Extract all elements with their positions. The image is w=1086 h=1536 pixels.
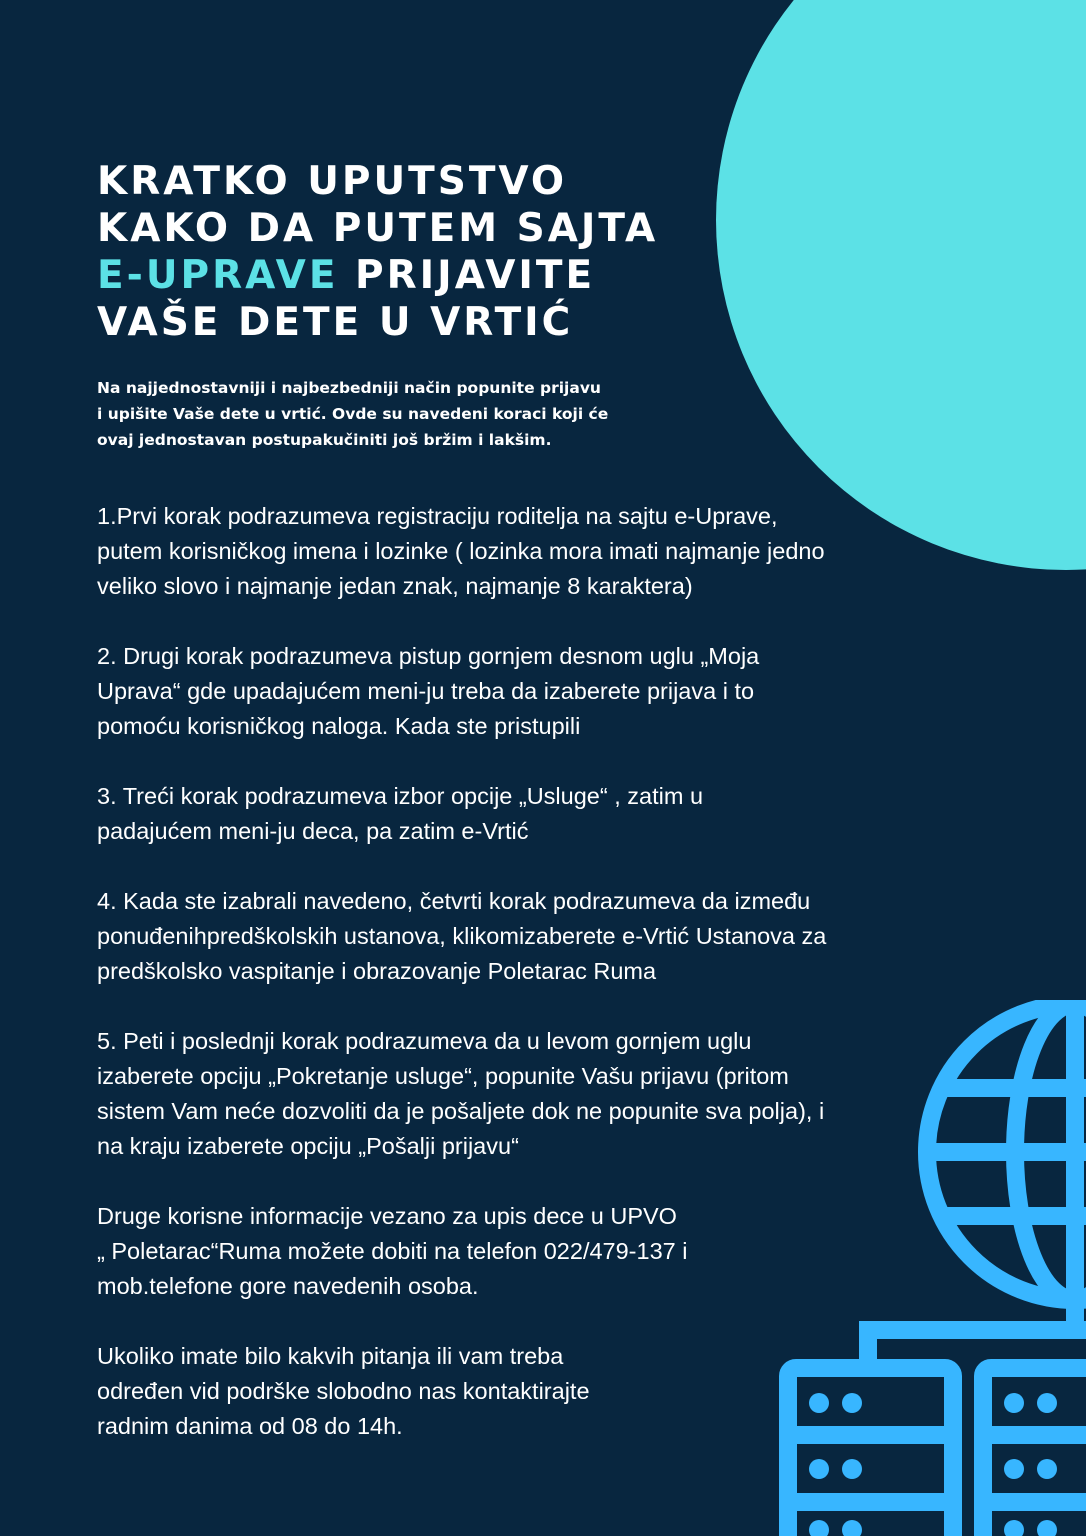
title-line-3-rest: PRIJAVITE bbox=[338, 253, 596, 298]
title-line-3 bbox=[97, 252, 717, 299]
step-line: 4. Kada ste izabrali navedeno, četvrti korak podrazumeva da između bbox=[97, 888, 811, 914]
title-accent: E-UPRAVE bbox=[97, 253, 339, 298]
step-line: veliko slovo i najmanje jedan znak, najmanje 8 karaktera) bbox=[97, 573, 693, 599]
step-1 bbox=[97, 499, 907, 604]
step-2 bbox=[97, 639, 907, 744]
step-line: 2. Drugi korak podrazumeva pistup gornjem desnom uglu „Moja bbox=[97, 643, 760, 669]
step-line: na kraju izaberete opciju „Pošalji prijavu“ bbox=[97, 1133, 519, 1159]
step-line: predškolsko vaspitanje i obrazovanje Poletarac Ruma bbox=[97, 958, 657, 984]
info-line: mob.telefone gore navedenih osoba. bbox=[97, 1273, 479, 1299]
step-4 bbox=[97, 884, 907, 989]
support-line: Ukoliko imate bilo kakvih pitanja ili vam treba bbox=[97, 1343, 564, 1369]
step-3 bbox=[97, 779, 907, 849]
step-line: izaberete opciju „Pokretanje usluge“, popunite Vašu prijavu (pritom bbox=[97, 1063, 789, 1089]
step-line: putem korisničkog imena i lozinke ( lozinka mora imati najmanje jedno bbox=[97, 538, 825, 564]
intro-line: ovaj jednostavan postupakučiniti još bržim i lakšim. bbox=[97, 431, 552, 449]
intro-line: i upišite Vaše dete u vrtić. Ovde su navedeni koraci koji će bbox=[97, 405, 609, 423]
info-line: „ Poletarac“Ruma možete dobiti na telefon 022/479-137 i bbox=[97, 1238, 688, 1264]
intro-line: Na najjednostavniji i najbezbedniji način popunite prijavu bbox=[97, 379, 601, 397]
step-line: Uprava“ gde upadajućem meni-ju treba da izaberete prijava i to bbox=[97, 678, 755, 704]
info-line: Druge korisne informacije vezano za upis dece u UPVO bbox=[97, 1203, 677, 1229]
support-line: određen vid podrške slobodno nas kontaktirajte bbox=[97, 1378, 590, 1404]
title-line-1: KRATKO UPUTSTVO bbox=[97, 159, 568, 204]
title-line-2: KAKO DA PUTEM SAJTA bbox=[97, 206, 659, 251]
step-line: 5. Peti i poslednji korak podrazumeva da u levom gornjem uglu bbox=[97, 1028, 752, 1054]
decorative-circle bbox=[716, 0, 1086, 570]
globe-network-icon bbox=[770, 1000, 1086, 1536]
step-line: sistem Vam neće dozvoliti da je pošaljete dok ne popunite sva polja), i bbox=[97, 1098, 825, 1124]
page-title bbox=[97, 158, 717, 346]
intro-text bbox=[97, 375, 677, 453]
step-line: 3. Treći korak podrazumeva izbor opcije „Usluge“ , zatim u bbox=[97, 783, 704, 809]
step-line: ponuđenihpredškolskih ustanova, klikomizaberete e-Vrtić Ustanova za bbox=[97, 923, 827, 949]
title-line-4: VAŠE DETE U VRTIĆ bbox=[97, 300, 574, 345]
step-line: 1.Prvi korak podrazumeva registraciju roditelja na sajtu e-Uprave, bbox=[97, 503, 778, 529]
step-line: padajućem meni-ju deca, pa zatim e-Vrtić bbox=[97, 818, 529, 844]
support-line: radnim danima od 08 do 14h. bbox=[97, 1413, 403, 1439]
step-line: pomoću korisničkog naloga. Kada ste pristupili bbox=[97, 713, 581, 739]
